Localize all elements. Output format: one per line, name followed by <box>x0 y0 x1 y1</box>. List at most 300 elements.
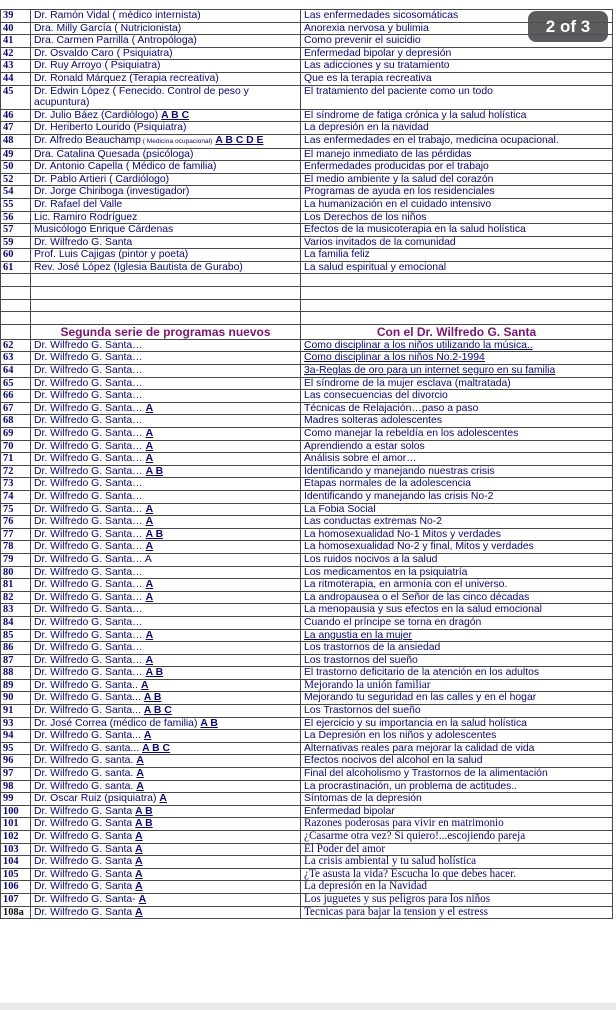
guest-name-cell <box>31 47 301 60</box>
program-topic: Mejorando tu seguridad en las calles y en el hogar <box>301 692 613 705</box>
guest-name: Dr. Osvaldo Caro ( Psiquiatra) <box>34 47 173 59</box>
audio-part-links[interactable]: A <box>136 768 144 780</box>
audio-part-links[interactable]: A <box>135 906 143 918</box>
table-row <box>1 868 613 881</box>
guest-name-cell <box>31 224 301 237</box>
audio-part-links[interactable]: A B <box>145 465 164 477</box>
guest-name: Dr. Wilfredo G. Santa… <box>34 453 143 465</box>
program-topic: Programas de ayuda en los residenciales <box>301 186 613 199</box>
guest-name: Dr. Wilfredo G. Santa… <box>34 654 143 666</box>
table-row <box>1 692 613 705</box>
guest-name-cell <box>31 793 301 806</box>
table-row <box>1 604 613 617</box>
program-number: 87 <box>1 654 31 667</box>
program-topic: La homosexualidad No-2 y final, Mitos y verdades <box>301 541 613 554</box>
table-row <box>1 465 613 478</box>
table-row <box>1 236 613 249</box>
program-topic: Los juguetes y sus peligros para los niños <box>301 893 613 906</box>
guest-name-cell <box>31 173 301 186</box>
audio-part-links[interactable]: A B C <box>143 705 172 717</box>
audio-part-links[interactable]: A B C <box>142 742 170 754</box>
program-number: 105 <box>1 868 31 881</box>
guest-name: Dr. Wilfredo G. Santa <box>34 868 133 880</box>
guest-name: Dr. Wilfredo G. Santa… <box>34 465 143 477</box>
guest-name-cell <box>31 365 301 378</box>
guest-name-cell <box>31 490 301 503</box>
guest-name: Dr. Wilfredo G. Santa… <box>34 402 143 414</box>
program-number: 81 <box>1 579 31 592</box>
program-topic: La humanización en el cuidado intensivo <box>301 198 613 211</box>
table-row <box>1 428 613 441</box>
table-row <box>1 478 613 491</box>
program-number: 69 <box>1 428 31 441</box>
program-topic: El Poder del amor <box>301 843 613 856</box>
table-row <box>1 654 613 667</box>
first-series-rows <box>1 10 613 274</box>
table-row <box>1 843 613 856</box>
guest-name: Dr. Wilfredo G. Santa… <box>34 516 143 528</box>
table-row <box>1 224 613 237</box>
program-number: 89 <box>1 679 31 692</box>
table-row <box>1 818 613 831</box>
program-number: 63 <box>1 352 31 365</box>
table-row <box>1 516 613 529</box>
program-number: 98 <box>1 780 31 793</box>
guest-name: Dr. Wilfredo G. Santa… <box>34 365 143 377</box>
table-row <box>1 109 613 122</box>
table-row <box>1 667 613 680</box>
audio-part-links[interactable]: A <box>135 868 143 880</box>
audio-part-links[interactable]: A <box>135 881 143 893</box>
guest-name-cell <box>31 730 301 743</box>
audio-part-links[interactable]: A <box>143 730 152 742</box>
table-row <box>1 528 613 541</box>
guest-name-cell <box>31 352 301 365</box>
program-topic: Enfermedad bipolar y depresión <box>301 47 613 60</box>
table-row <box>1 365 613 378</box>
program-number: 45 <box>1 85 31 109</box>
audio-part-links[interactable]: A <box>136 755 144 767</box>
program-topic: Identificando y manejando las crisis No-2 <box>301 490 613 503</box>
program-number: 49 <box>1 148 31 161</box>
guest-name-cell <box>31 35 301 48</box>
audio-part-links[interactable]: A <box>145 629 154 641</box>
guest-name: Dr. Wilfredo G. Santa… <box>34 591 143 603</box>
guest-name: Dr. Wilfredo G. Santa… <box>34 415 143 427</box>
program-number: 82 <box>1 591 31 604</box>
program-number: 86 <box>1 642 31 655</box>
guest-name: Dr. Wilfredo G. Santa… <box>34 566 143 578</box>
guest-name-cell <box>31 85 301 109</box>
guest-name: Dr. Jorge Chiriboga (investigador) <box>34 186 190 198</box>
audio-part-links[interactable]: A B <box>143 692 162 704</box>
audio-part-links[interactable]: A <box>145 428 154 439</box>
program-topic: ¿Te asusta la vida? Escucha lo que debes hacer. <box>301 868 613 881</box>
guest-name: Dr. Wilfredo G. Santa <box>34 906 133 918</box>
program-topic: Los medicamentos en la psiquiatría <box>301 566 613 579</box>
guest-name-cell <box>31 109 301 122</box>
guest-name-cell <box>31 198 301 211</box>
guest-name: Dr. Ruy Arroyo ( Psiquiatra) <box>34 60 161 72</box>
program-topic[interactable]: 3a-Reglas de oro para un internet seguro en su familia <box>301 365 613 378</box>
program-topic[interactable]: Como disciplinar a los niños No.2-1994 <box>301 352 613 365</box>
table-row <box>1 211 613 224</box>
guest-name: Dr. Wilfredo G. Santa <box>34 831 133 842</box>
audio-part-links[interactable]: A B <box>145 667 164 679</box>
audio-part-links[interactable]: A <box>145 402 154 414</box>
guest-name: Dr. Wilfredo G. santa. <box>34 780 134 792</box>
program-number: 90 <box>1 692 31 705</box>
program-number: 91 <box>1 705 31 718</box>
guest-name: Dr. Wilfredo G. Santa… <box>34 667 143 679</box>
table-row <box>1 566 613 579</box>
program-topic: Las enfermedades sicosomáticas <box>301 10 613 23</box>
guest-name-cell <box>31 211 301 224</box>
table-row <box>1 390 613 403</box>
table-row <box>1 780 613 793</box>
guest-name: Dr. Ramón Vidal ( médico internista) <box>34 10 201 21</box>
table-row <box>1 352 613 365</box>
guest-name-cell <box>31 553 301 566</box>
audio-part-links[interactable]: A <box>145 440 154 452</box>
guest-name-cell <box>31 642 301 655</box>
program-number: 102 <box>1 831 31 844</box>
program-number: 39 <box>1 10 31 23</box>
audio-part-links[interactable]: A <box>159 793 167 805</box>
program-topic: Los Trastornos del sueño <box>301 705 613 718</box>
guest-name: Dr. Wilfredo G. Santa… <box>34 490 143 502</box>
program-number: 62 <box>1 339 31 352</box>
blank-row <box>1 287 613 300</box>
audio-part-links[interactable]: A <box>145 654 154 666</box>
table-row <box>1 616 613 629</box>
program-number: 57 <box>1 224 31 237</box>
guest-name: Dr. Wilfredo G. santa... <box>34 742 140 754</box>
program-number: 50 <box>1 161 31 174</box>
program-number: 101 <box>1 818 31 831</box>
program-topic: Síntomas de la depresión <box>301 793 613 806</box>
guest-name: Dr. Wilfredo G. Santa <box>34 805 133 817</box>
guest-name: Prof. Luis Cajigas (pintor y poeta) <box>34 249 189 261</box>
table-row <box>1 22 613 35</box>
bottom-edge-strip <box>0 1003 616 1010</box>
program-number: 74 <box>1 490 31 503</box>
program-topic: Final del alcoholismo y Trastornos de la alimentación <box>301 768 613 781</box>
table-row <box>1 402 613 415</box>
program-topic: Enfermedades producidas por el trabajo <box>301 161 613 174</box>
guest-name: Musicólogo Enrique Cárdenas <box>34 224 174 236</box>
table-row <box>1 198 613 211</box>
program-number: 42 <box>1 47 31 60</box>
program-number: 78 <box>1 541 31 554</box>
program-topic: Tecnicas para bajar la tension y el estress <box>301 906 613 919</box>
program-number: 43 <box>1 60 31 73</box>
program-topic: Varios invitados de la comunidad <box>301 236 613 249</box>
program-topic: La familia feliz <box>301 249 613 262</box>
program-topic: El síndrome de fatiga crónica y la salud holística <box>301 109 613 122</box>
audio-part-links[interactable]: A <box>145 516 154 528</box>
guest-name-cell <box>31 22 301 35</box>
header-empty-cell <box>1 324 31 339</box>
program-number: 97 <box>1 768 31 781</box>
program-topic: La Fobia Social <box>301 503 613 516</box>
table-row <box>1 453 613 466</box>
audio-part-links[interactable]: A <box>140 679 149 691</box>
program-topic[interactable]: La angustia en la mujer <box>301 629 613 642</box>
guest-name: Dr. Pablo Artieri ( Cardiólogo) <box>34 173 170 185</box>
program-number: 94 <box>1 730 31 743</box>
program-number: 100 <box>1 805 31 818</box>
guest-name: Dr. Wilfredo G. Santa… <box>34 428 143 439</box>
program-number: 106 <box>1 881 31 894</box>
guest-name-cell <box>31 679 301 692</box>
program-number: 72 <box>1 465 31 478</box>
program-topic: Madres solteras adolescentes <box>301 415 613 428</box>
guest-name: Dr. Wilfredo G. Santa… <box>34 616 143 628</box>
guest-name: Dr. Ronald Márquez (Terapia recreativa) <box>34 72 219 84</box>
guest-name: Dr. Wilfredo G. Santa <box>34 881 133 893</box>
program-topic: La homosexualidad No-1 Mitos y verdades <box>301 528 613 541</box>
guest-name: Dr. José Correa (médico de familia) <box>34 717 198 729</box>
second-series-header-row <box>1 324 613 339</box>
program-number: 104 <box>1 856 31 869</box>
guest-name-cell <box>31 428 301 441</box>
program-number: 44 <box>1 72 31 85</box>
audio-part-links[interactable]: A <box>135 843 143 855</box>
table-row <box>1 377 613 390</box>
program-topic: Las adicciones y su tratamiento <box>301 60 613 73</box>
guest-name-cell <box>31 516 301 529</box>
program-number: 84 <box>1 616 31 629</box>
guest-name-cell <box>31 236 301 249</box>
table-row <box>1 173 613 186</box>
table-row <box>1 541 613 554</box>
program-number: 40 <box>1 22 31 35</box>
program-topic: Que es la terapia recreativa <box>301 72 613 85</box>
program-topic: El ejercicio y su importancia en la salud holística <box>301 717 613 730</box>
guest-name: Dr. Wilfredo G. Santa <box>34 843 133 855</box>
guest-name: Dr. Wilfredo G. Santa… <box>34 642 143 654</box>
table-row <box>1 10 613 23</box>
second-series-host: Con el Dr. Wilfredo G. Santa <box>301 324 613 339</box>
program-topic: Como manejar la rebeldía en los adolescentes <box>301 428 613 441</box>
guest-name-cell <box>31 856 301 869</box>
guest-name: Dr. Wilfredo G. Santa… <box>34 604 143 616</box>
guest-name: Dr. Antonio Capella ( Médico de familia) <box>34 161 217 173</box>
program-number: 56 <box>1 211 31 224</box>
table-row <box>1 591 613 604</box>
guest-name-cell <box>31 591 301 604</box>
guest-name: Lic. Ramiro Rodríguez <box>34 211 138 223</box>
table-row <box>1 679 613 692</box>
audio-part-links[interactable]: A B <box>200 717 218 729</box>
program-topic: Las enfermedades en el trabajo, medicina ocupacional. <box>301 134 613 148</box>
guest-name-cell <box>31 805 301 818</box>
audio-part-links[interactable]: A <box>136 780 144 792</box>
guest-name: Dra. Milly García ( Nutricionista) <box>34 22 182 34</box>
guest-name: Dr. Wilfredo G. Santa… <box>34 579 143 591</box>
program-topic: Las conductas extremas No-2 <box>301 516 613 529</box>
table-row <box>1 742 613 755</box>
guest-name: Dr. Wilfredo G. Santa... <box>34 705 141 717</box>
guest-name-cell <box>31 566 301 579</box>
page-indicator-badge: 2 of 3 <box>528 11 608 42</box>
audio-part-links[interactable]: A B C D E <box>215 134 264 146</box>
guest-name-cell <box>31 717 301 730</box>
guest-name-cell <box>31 768 301 781</box>
guest-name-cell <box>31 339 301 352</box>
program-number: 59 <box>1 236 31 249</box>
program-topic: Aprendiendo a estar solos <box>301 440 613 453</box>
table-row <box>1 730 613 743</box>
table-row <box>1 906 613 919</box>
program-topic[interactable]: Como disciplinar a los niños utilizando la música.. <box>301 339 613 352</box>
guest-name: Dr. Wilfredo G. Santa... <box>34 730 141 742</box>
audio-part-links[interactable]: A <box>145 541 154 553</box>
guest-name-cell <box>31 868 301 881</box>
table-row <box>1 717 613 730</box>
audio-part-links[interactable]: A B C <box>161 109 190 121</box>
guest-name-cell <box>31 705 301 718</box>
audio-part-links[interactable]: A <box>145 453 154 465</box>
program-topic: Los trastornos de la ansiedad <box>301 642 613 655</box>
guest-name-cell <box>31 72 301 85</box>
program-number: 73 <box>1 478 31 491</box>
program-number: 88 <box>1 667 31 680</box>
audio-part-links[interactable]: A <box>135 856 143 868</box>
program-number: 103 <box>1 843 31 856</box>
program-number: 70 <box>1 440 31 453</box>
program-number: 95 <box>1 742 31 755</box>
audio-part-links[interactable]: A <box>135 831 143 842</box>
program-number: 80 <box>1 566 31 579</box>
program-number: 64 <box>1 365 31 378</box>
program-topic: Los trastornos del sueño <box>301 654 613 667</box>
program-number: 55 <box>1 198 31 211</box>
table-row <box>1 856 613 869</box>
program-topic: Etapas normales de la adolescencia <box>301 478 613 491</box>
audio-part-links[interactable]: A <box>138 893 147 905</box>
program-topic: El medio ambiente y la salud del corazón <box>301 173 613 186</box>
guest-name-cell <box>31 528 301 541</box>
program-number: 83 <box>1 604 31 617</box>
guest-name-cell <box>31 831 301 844</box>
guest-name-cell <box>31 906 301 919</box>
table-row <box>1 755 613 768</box>
guest-name-cell <box>31 629 301 642</box>
program-topic: Los Derechos de los niños <box>301 211 613 224</box>
audio-part-links[interactable]: A B <box>135 818 153 830</box>
program-topic: ¿Casarme otra vez? Si quiero!...escojiendo pareja <box>301 831 613 844</box>
program-topic: Análisis sobre el amor… <box>301 453 613 466</box>
guest-name-cell <box>31 161 301 174</box>
table-row <box>1 831 613 844</box>
program-topic: La salud espiritual y emocional <box>301 261 613 274</box>
guest-name-cell <box>31 541 301 554</box>
guest-name: Dr. Wilfredo G. Santa <box>34 856 133 868</box>
program-topic: El síndrome de la mujer esclava (maltratada) <box>301 377 613 390</box>
table-row <box>1 440 613 453</box>
program-number: 71 <box>1 453 31 466</box>
table-row <box>1 629 613 642</box>
guest-name-cell <box>31 402 301 415</box>
guest-name-cell <box>31 377 301 390</box>
table-row <box>1 768 613 781</box>
guest-name: Dr. Wilfredo G. santa. <box>34 755 134 767</box>
guest-name-cell <box>31 478 301 491</box>
audio-part-links[interactable]: A <box>145 503 154 515</box>
guest-name-cell <box>31 843 301 856</box>
program-topic: La menopausia y sus efectos en la salud emocional <box>301 604 613 617</box>
guest-name-cell <box>31 415 301 428</box>
table-row <box>1 249 613 262</box>
program-topic: La procrastinación, un problema de actitudes.. <box>301 780 613 793</box>
guest-name: Dr. Wilfredo G. Santa… <box>34 440 143 452</box>
guest-name: Dr. Wilfredo G. Santa <box>34 236 133 248</box>
program-number: 46 <box>1 109 31 122</box>
program-topic: Cuando el príncipe se torna en dragón <box>301 616 613 629</box>
program-number: 67 <box>1 402 31 415</box>
audio-part-links[interactable]: A B <box>135 805 153 817</box>
guest-name-cell <box>31 503 301 516</box>
table-row <box>1 793 613 806</box>
guest-name-cell <box>31 893 301 906</box>
program-table-sheet <box>0 9 616 919</box>
audio-part-links[interactable]: A B <box>145 528 164 540</box>
audio-part-links[interactable]: A <box>145 579 154 591</box>
guest-name: Dr. Alfredo Beauchamp <box>34 134 141 146</box>
program-topic: El manejo inmediato de las pérdidas <box>301 148 613 161</box>
program-topic: El trastorno deficitario de la atención en los adultos <box>301 667 613 680</box>
guest-name-cell <box>31 654 301 667</box>
audio-part-links[interactable]: A <box>145 591 154 603</box>
guest-name: Dr. Julio Báez (Cardiólogo) <box>34 109 159 121</box>
table-row <box>1 85 613 109</box>
guest-name-cell <box>31 134 301 148</box>
program-number: 65 <box>1 377 31 390</box>
table-row <box>1 893 613 906</box>
guest-name-cell <box>31 60 301 73</box>
table-row <box>1 705 613 718</box>
guest-name-cell <box>31 390 301 403</box>
blank-row <box>1 312 613 325</box>
table-row <box>1 134 613 148</box>
guest-name: Dr. Heriberto Lourido (Psiquiatra) <box>34 122 187 134</box>
program-topic: Alternativas reales para mejorar la calidad de vida <box>301 742 613 755</box>
guest-name: Dr. Wilfredo G. Santa... <box>34 692 141 704</box>
guest-name-cell <box>31 881 301 894</box>
guest-name-cell <box>31 122 301 135</box>
table-row <box>1 579 613 592</box>
program-topic: La ritmoterapia, en armonía con el universo. <box>301 579 613 592</box>
guest-name-cell <box>31 148 301 161</box>
guest-name: Dr. Wilfredo G. Santa… <box>34 528 143 540</box>
guest-name: Dr. Wilfredo G. Santa… <box>34 377 143 389</box>
guest-name-cell <box>31 780 301 793</box>
table-row <box>1 805 613 818</box>
table-row <box>1 553 613 566</box>
guest-name-cell <box>31 616 301 629</box>
guest-name-cell <box>31 465 301 478</box>
guest-name: Dr. Wilfredo G. Santa… <box>34 503 143 515</box>
guest-specialty-small: ( Medicina ocupacional) <box>140 137 213 145</box>
table-row <box>1 161 613 174</box>
guest-name: Dr. Rafael del Valle <box>34 198 123 210</box>
program-topic: La depresión en la Navidad <box>301 881 613 894</box>
second-series-title: Segunda serie de programas nuevos <box>31 324 301 339</box>
guest-name-cell <box>31 249 301 262</box>
program-topic: El tratamiento del paciente como un todo <box>301 85 613 109</box>
